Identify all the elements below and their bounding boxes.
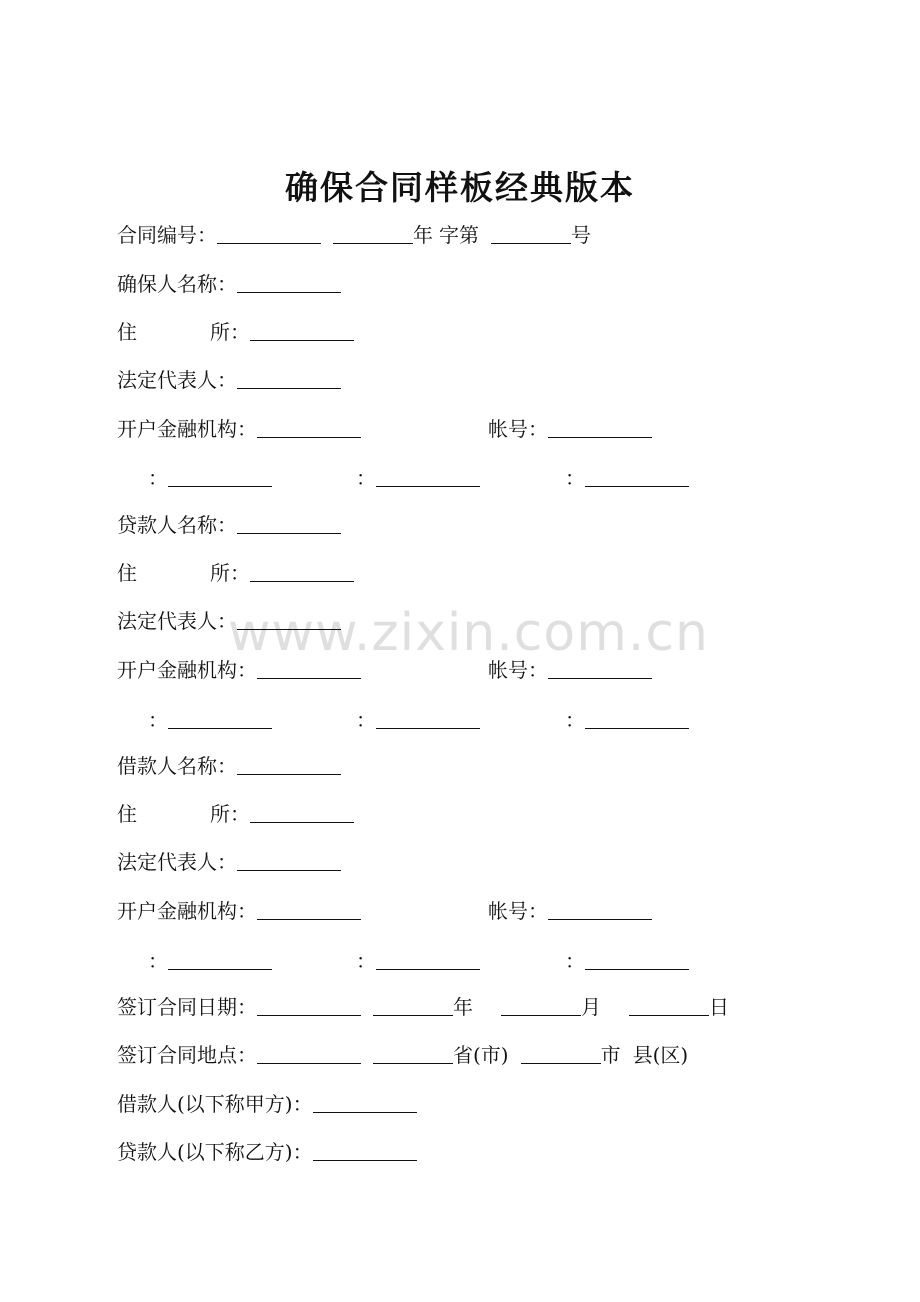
watermark: www.zixin.com.cn (228, 603, 709, 663)
borrower-name-row (117, 751, 341, 781)
guarantor-extra-2 (356, 463, 480, 493)
borrower-bank-label: 开户金融机构： (117, 899, 257, 923)
lender-name-blank[interactable] (237, 515, 341, 534)
lender-address-label-a: 住 (117, 561, 137, 585)
sign-county-label: 县(区) (632, 1043, 689, 1067)
colon-label: ： (148, 466, 168, 490)
borrower-extra-1 (148, 946, 272, 976)
lender-address-label-b: 所： (210, 561, 250, 585)
sign-year-blank[interactable] (373, 997, 453, 1016)
lender-rep-label: 法定代表人： (117, 609, 237, 633)
guarantor-bank-row (117, 414, 361, 444)
guarantor-name-blank[interactable] (237, 274, 341, 293)
sign-month-label: 月 (581, 995, 601, 1019)
borrower-rep-label: 法定代表人： (117, 850, 237, 874)
guarantor-extra-1-blank[interactable] (168, 468, 272, 487)
colon-label: ： (148, 708, 168, 732)
lender-address-blank[interactable] (250, 563, 354, 582)
guarantor-account-group (488, 414, 652, 444)
sign-place-row (117, 1040, 688, 1070)
lender-account-label: 帐号： (488, 658, 548, 682)
borrower-extra-3 (565, 946, 689, 976)
guarantor-address-label-a: 住 (117, 320, 137, 344)
borrower-extra-2 (356, 946, 480, 976)
lender-extra-1-blank[interactable] (168, 710, 272, 729)
guarantor-extra-3-blank[interactable] (585, 468, 689, 487)
colon-label: ： (565, 949, 585, 973)
lender-account-group (488, 655, 652, 685)
party-a-blank[interactable] (313, 1094, 417, 1113)
borrower-extra-3-blank[interactable] (585, 951, 689, 970)
guarantor-account-blank[interactable] (548, 419, 652, 438)
contract-zi-label: 字第 (439, 223, 479, 247)
borrower-bank-row (117, 896, 361, 926)
guarantor-bank-label: 开户金融机构： (117, 417, 257, 441)
sign-province-blank[interactable] (373, 1045, 453, 1064)
sign-day-blank[interactable] (629, 997, 709, 1016)
contract-year-label: 年 (413, 223, 433, 247)
guarantor-extra-1 (148, 463, 272, 493)
lender-extra-3-blank[interactable] (585, 710, 689, 729)
lender-name-row (117, 510, 341, 540)
borrower-rep-row (117, 847, 341, 877)
borrower-address-label-a: 住 (117, 802, 137, 826)
borrower-address-blank[interactable] (250, 804, 354, 823)
guarantor-address-row (117, 317, 354, 347)
borrower-account-blank[interactable] (548, 901, 652, 920)
borrower-bank-blank[interactable] (257, 901, 361, 920)
guarantor-address-blank[interactable] (250, 322, 354, 341)
guarantor-bank-blank[interactable] (257, 419, 361, 438)
lender-rep-blank[interactable] (237, 611, 341, 630)
lender-bank-row (117, 655, 361, 685)
contract-hao-label: 号 (571, 223, 591, 247)
borrower-account-label: 帐号： (488, 899, 548, 923)
sign-date-blank[interactable] (257, 997, 361, 1016)
sign-city-label: 市 (600, 1043, 621, 1067)
guarantor-name-label: 确保人名称： (117, 272, 237, 296)
colon-label: ： (356, 949, 376, 973)
borrower-extra-1-blank[interactable] (168, 951, 272, 970)
guarantor-rep-row (117, 365, 341, 395)
guarantor-extra-3 (565, 463, 689, 493)
colon-label: ： (565, 466, 585, 490)
borrower-name-label: 借款人名称： (117, 754, 237, 778)
contract-number-label: 合同编号： (117, 223, 217, 247)
guarantor-extra-2-blank[interactable] (376, 468, 480, 487)
guarantor-address-label-b: 所： (210, 320, 250, 344)
sign-year-label: 年 (453, 995, 473, 1019)
lender-extra-2 (356, 705, 480, 735)
guarantor-rep-blank[interactable] (237, 370, 341, 389)
contract-seq-blank[interactable] (491, 225, 571, 244)
borrower-account-group (488, 896, 652, 926)
lender-name-label: 贷款人名称： (117, 513, 237, 537)
colon-label: ： (565, 708, 585, 732)
contract-number-row (117, 220, 591, 250)
lender-extra-1 (148, 705, 272, 735)
guarantor-account-label: 帐号： (488, 417, 548, 441)
lender-extra-3 (565, 705, 689, 735)
sign-place-blank[interactable] (257, 1045, 361, 1064)
lender-bank-label: 开户金融机构： (117, 658, 257, 682)
guarantor-rep-label: 法定代表人： (117, 368, 237, 392)
lender-bank-blank[interactable] (257, 660, 361, 679)
lender-rep-row (117, 606, 341, 636)
sign-date-label: 签订合同日期： (117, 995, 257, 1019)
lender-extra-2-blank[interactable] (376, 710, 480, 729)
party-b-label: 贷款人(以下称乙方)： (117, 1140, 313, 1164)
party-b-blank[interactable] (313, 1142, 417, 1161)
lender-account-blank[interactable] (548, 660, 652, 679)
sign-month-blank[interactable] (501, 997, 581, 1016)
guarantor-name-row (117, 269, 341, 299)
sign-province-label: 省(市) (453, 1043, 509, 1067)
colon-label: ： (356, 708, 376, 732)
party-a-label: 借款人(以下称甲方)： (117, 1092, 313, 1116)
party-a-row (117, 1089, 417, 1119)
document-title: 确保合同样板经典版本 (285, 168, 635, 207)
contract-year-blank[interactable] (333, 225, 413, 244)
sign-date-row (117, 992, 729, 1022)
party-b-row (117, 1137, 417, 1167)
borrower-name-blank[interactable] (237, 756, 341, 775)
sign-place-label: 签订合同地点： (117, 1043, 257, 1067)
contract-number-blank[interactable] (217, 225, 321, 244)
colon-label: ： (148, 949, 168, 973)
borrower-address-label-b: 所： (210, 802, 250, 826)
borrower-rep-blank[interactable] (237, 852, 341, 871)
sign-city-blank[interactable] (521, 1045, 601, 1064)
sign-day-label: 日 (709, 995, 729, 1019)
borrower-address-row (117, 799, 354, 829)
borrower-extra-2-blank[interactable] (376, 951, 480, 970)
colon-label: ： (356, 466, 376, 490)
lender-address-row (117, 558, 354, 588)
